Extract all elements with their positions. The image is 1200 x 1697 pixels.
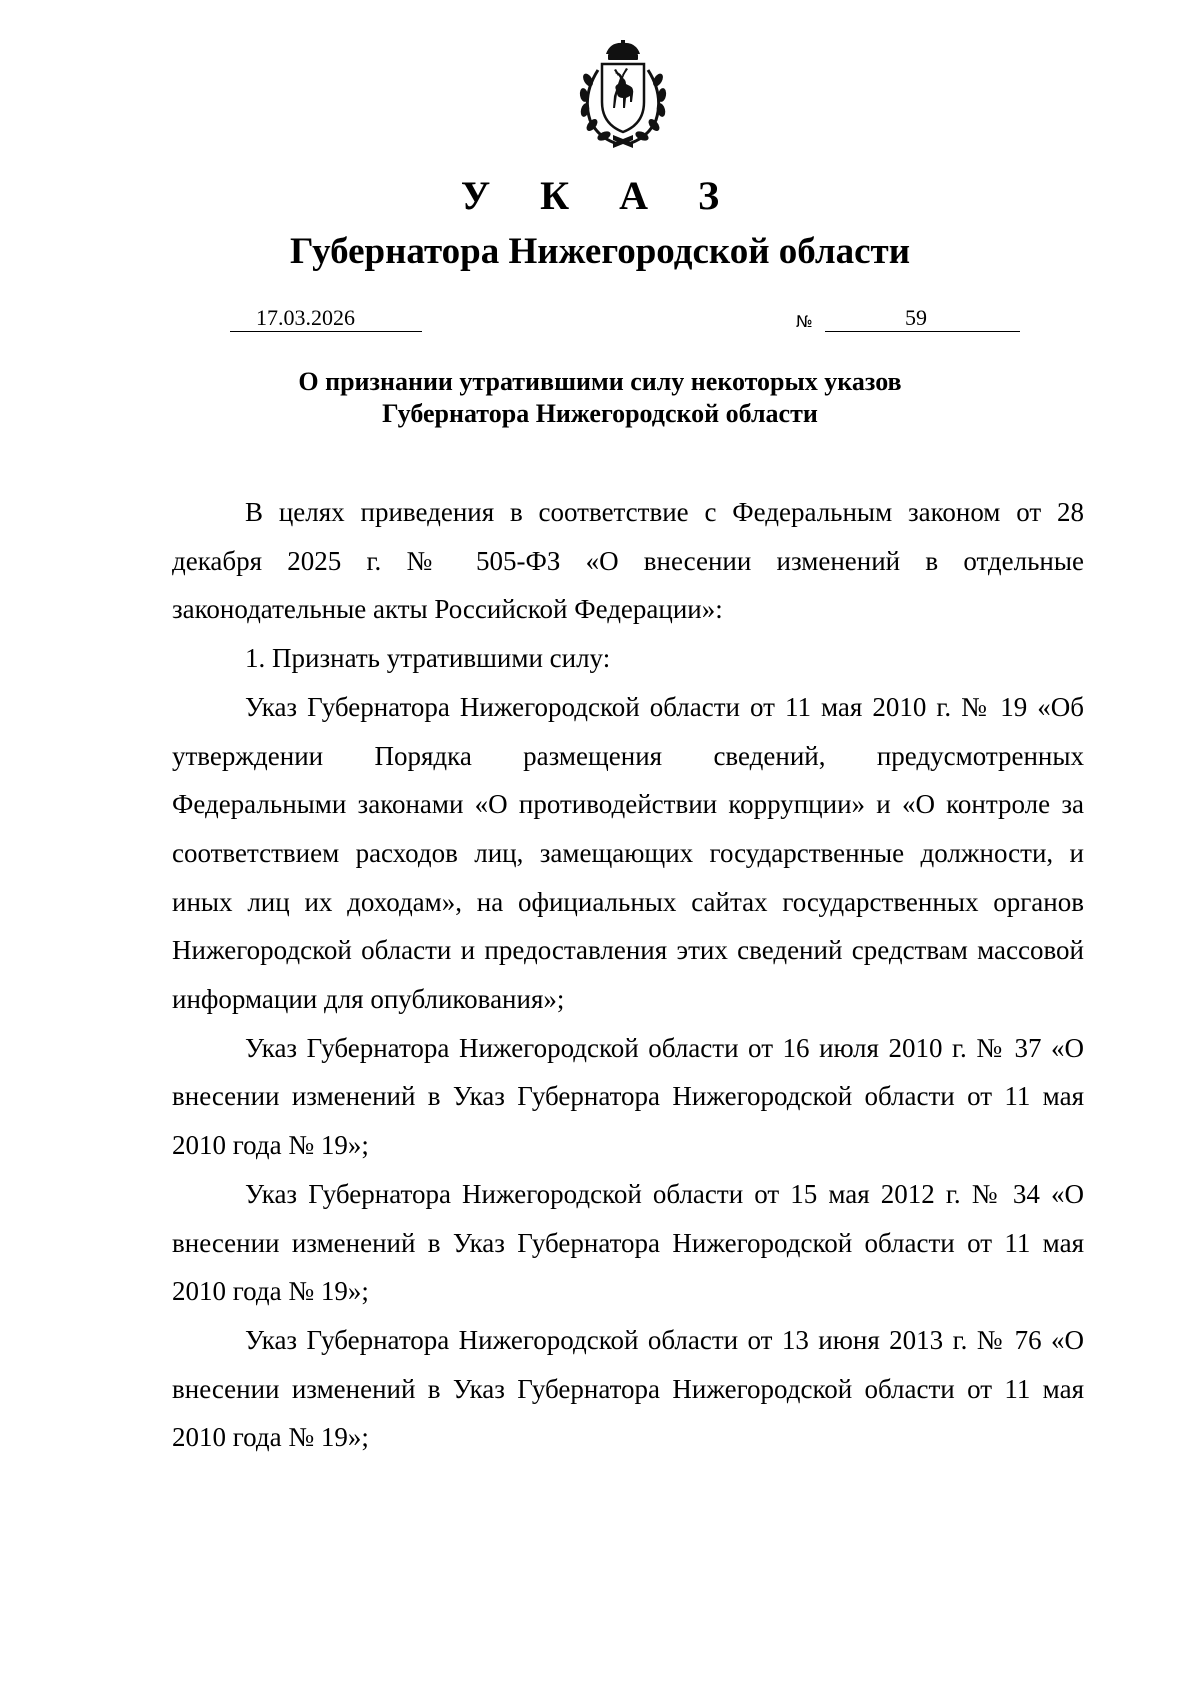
body-paragraph: Указ Губернатора Нижегородской области от 13 июня 2013 г. № 76 «О внесении изменений в Указ Губернатора Нижегородской области от 11 мая 2010 года № 19»; bbox=[172, 1324, 1084, 1453]
body-paragraph: В целях приведения в соответствие с Федеральным законом от 28 декабря 2025 г. № 505-ФЗ «О внесении изменений в отдельные законодательные акты Российской Федерации»: bbox=[172, 497, 1084, 625]
body-paragraph: 1. Признать утратившими силу: bbox=[245, 643, 611, 674]
decree-date: 17.03.2026 bbox=[230, 305, 422, 332]
body-paragraph: Указ Губернатора Нижегородской области от 15 мая 2012 г. № 34 «О внесении изменений в Указ Губернатора Нижегородской области от 11 мая 2010 года № 19»; bbox=[172, 1178, 1084, 1307]
issuer-title: Губернатора Нижегородской области bbox=[289, 231, 911, 272]
body-paragraph: Указ Губернатора Нижегородской области от 11 мая 2010 г. № 19 «Об утверждении Порядка размещения сведений, предусмотренных Федеральными законами «О противодействии коррупции» и «О контроле за соответствием расходов лиц, замещающих государственные должности, и иных лиц их доходам», на официальных сайтах государственных органов Нижегородской области и предоставления этих сведений средствам массовой информации для опубликования»; bbox=[172, 691, 1084, 1015]
decree-body bbox=[172, 488, 1084, 1462]
document-type-title: У К А З bbox=[460, 173, 740, 218]
subject-line: Губернатора Нижегородской области bbox=[382, 399, 818, 428]
body-paragraph: Указ Губернатора Нижегородской области от 16 июля 2010 г. № 37 «О внесении изменений в Указ Губернатора Нижегородской области от 11 мая 2010 года № 19»; bbox=[172, 1032, 1084, 1161]
subject-line: О признании утратившими силу некоторых указов bbox=[298, 367, 902, 396]
decree-number: 59 bbox=[825, 305, 1020, 332]
number-label: № bbox=[796, 312, 813, 331]
decree-subject bbox=[0, 366, 1200, 430]
coat-of-arms-icon bbox=[568, 40, 678, 150]
